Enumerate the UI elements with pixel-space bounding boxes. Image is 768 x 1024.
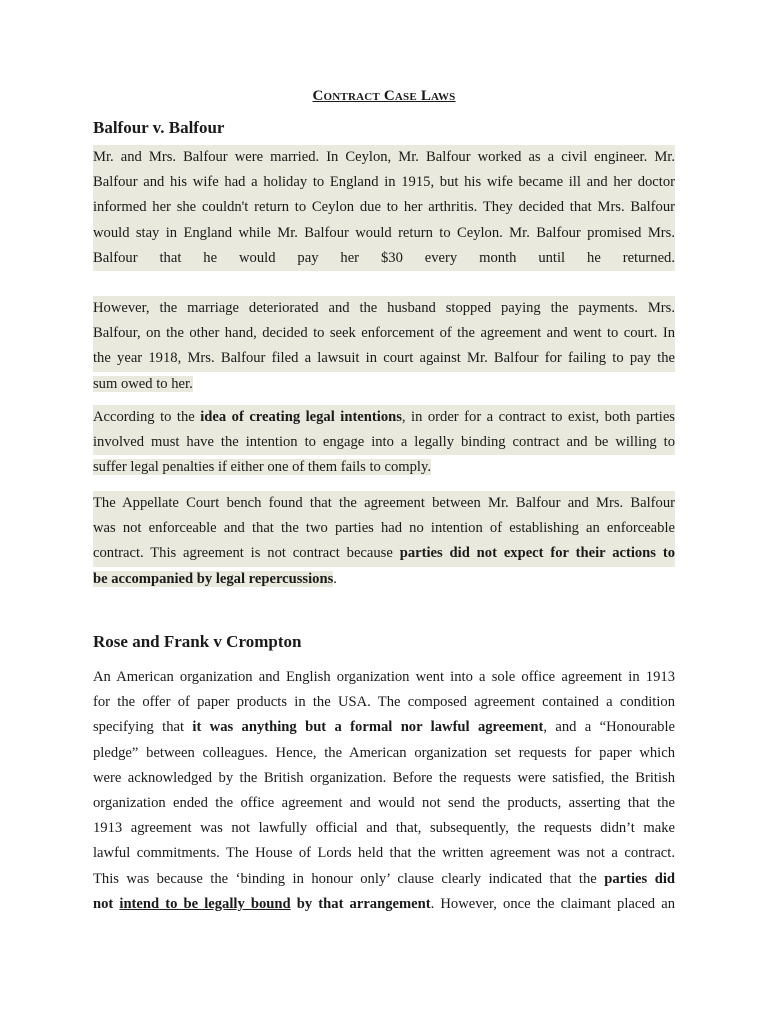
text-line: Balfour and his wife had a holiday to England in 1915, but his wife became ill and her doctor bbox=[93, 170, 675, 195]
text-line bbox=[93, 405, 675, 430]
text-line: lawful commitments. The House of Lords held that the written agreement was not a contract. bbox=[93, 845, 675, 862]
text-line: pledge” between colleagues. Hence, the American organization set requests for paper which bbox=[93, 744, 675, 761]
text-line: An American organization and English organization went into a sole office agreement in 1913 bbox=[93, 669, 675, 685]
text-line bbox=[93, 867, 675, 892]
text-run: , and a “Honourable bbox=[543, 719, 675, 736]
text-line bbox=[93, 567, 675, 592]
text-line: Balfour that he would pay her $30 every month until he returned. bbox=[93, 246, 675, 271]
bold-phrase: it was anything but a formal nor lawful agreement bbox=[192, 719, 544, 736]
text-run: . However, once the claimant placed an bbox=[430, 895, 675, 912]
balfour-paragraph-1 bbox=[93, 145, 675, 271]
text-line: for the offer of paper products in the USA. The composed agreement contained a condition bbox=[93, 694, 675, 711]
bold-phrase: not bbox=[93, 895, 120, 912]
text-line: were acknowledged by the British organization. Before the requests were satisfied, the British bbox=[93, 769, 675, 786]
bold-phrase: parties did bbox=[604, 870, 675, 887]
text-line: organization ended the office agreement and would not send the products, asserting that the bbox=[93, 794, 675, 811]
text-line bbox=[93, 372, 675, 397]
case-heading-balfour: Balfour v. Balfour bbox=[93, 118, 225, 137]
text-line: would stay in England while Mr. Balfour would return to Ceylon. Mr. Balfour promised Mrs. bbox=[93, 221, 675, 246]
text-line: informed her she couldn't return to Ceylon due to her arthritis. They decided that Mrs. Balfour bbox=[93, 195, 675, 220]
text-run: . bbox=[333, 570, 337, 587]
text-line bbox=[93, 541, 675, 566]
balfour-paragraph-3 bbox=[93, 405, 675, 481]
bold-phrase: parties did not expect for their actions to bbox=[399, 545, 675, 562]
text-line: The Appellate Court bench found that the agreement between Mr. Balfour and Mrs. Balfour bbox=[93, 491, 675, 516]
text-line: the year 1918, Mrs. Balfour filed a lawsuit in court against Mr. Balfour for failing to pay the bbox=[93, 346, 675, 371]
case-heading-rose-frank: Rose and Frank v Crompton bbox=[93, 632, 302, 651]
text-run: contract. This agreement is not contract because bbox=[93, 545, 400, 562]
text-run: This was because the ‘binding in honour only’ clause clearly indicated that the bbox=[93, 870, 605, 887]
text-line bbox=[93, 892, 675, 917]
balfour-paragraph-4 bbox=[93, 491, 675, 592]
text-run: sum owed to her. bbox=[93, 375, 193, 392]
bold-phrase: be accompanied by legal repercussions bbox=[93, 570, 334, 587]
balfour-paragraph-2 bbox=[93, 296, 675, 397]
rose-frank-paragraph bbox=[93, 665, 675, 917]
text-line: However, the marriage deteriorated and the husband stopped paying the payments. Mrs. bbox=[93, 296, 675, 321]
text-run: specifying that bbox=[93, 719, 193, 736]
bold-phrase bbox=[119, 896, 290, 912]
page-title: Contract Case Laws bbox=[312, 88, 456, 104]
text-line bbox=[93, 455, 675, 480]
text-run: , in order for a contract to exist, both parties bbox=[401, 409, 675, 425]
text-line: Mr. and Mrs. Balfour were married. In Ceylon, Mr. Balfour worked as a civil engineer. Mr. bbox=[93, 145, 675, 170]
text-line: involved must have the intention to engage into a legally binding contract and be willing to bbox=[93, 430, 675, 455]
underlined-phrase: intend to be legally bound bbox=[119, 895, 291, 912]
bold-phrase: idea of creating legal intentions bbox=[200, 409, 402, 425]
text-line: Balfour, on the other hand, decided to seek enforcement of the agreement and went to court. In bbox=[93, 321, 675, 346]
text-line bbox=[93, 715, 675, 740]
text-run: suffer legal penalties if either one of them fails to comply. bbox=[93, 459, 431, 476]
bold-phrase: by that arrangement bbox=[290, 895, 431, 912]
text-run: According to the bbox=[93, 409, 201, 425]
text-line: 1913 agreement was not lawfully official and that, subsequently, the requests didn’t make bbox=[93, 820, 675, 837]
text-line: was not enforceable and that the two parties had no intention of establishing an enforceable bbox=[93, 516, 675, 541]
